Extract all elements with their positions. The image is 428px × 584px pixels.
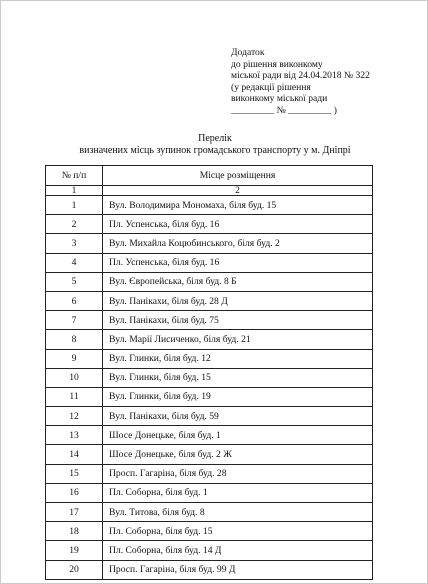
column-number: 2 [103, 186, 373, 196]
row-place: Вул. Панікахи, біля буд. 28 Д [103, 291, 373, 310]
row-number: 1 [46, 196, 103, 215]
row-number: 14 [46, 445, 103, 464]
row-number: 12 [46, 407, 103, 426]
table-row [46, 311, 373, 330]
row-place: Просп. Гагаріна, біля буд. 99 Д [103, 560, 373, 579]
table-row [46, 349, 373, 368]
row-place: Пл. Соборна, біля буд. 14 Д [103, 541, 373, 560]
appendix-block [231, 47, 411, 117]
table-row [46, 426, 373, 445]
row-place: Вул. Титова, біля буд. 8 [103, 503, 373, 522]
row-number: 10 [46, 368, 103, 387]
appendix-line: міської ради від 24.04.2018 № 322 [231, 70, 370, 82]
table-row [46, 215, 373, 234]
row-place: Вул. Глинки, біля буд. 15 [103, 368, 373, 387]
table-row [46, 445, 373, 464]
row-place: Шосе Донецьке, біля буд. 1 [103, 426, 373, 445]
row-number: 4 [46, 253, 103, 272]
appendix-line: (у редакції рішення [231, 81, 311, 93]
row-number: 5 [46, 272, 103, 291]
row-number: 11 [46, 387, 103, 406]
document-subtitle: визначених місць зупинок громадського транспорту у м. Дніпрі [79, 145, 351, 156]
row-number: 2 [46, 215, 103, 234]
table-row [46, 483, 373, 502]
row-place: Вул. Глинки, біля буд. 19 [103, 387, 373, 406]
row-place: Вул. Панікахи, біля буд. 75 [103, 311, 373, 330]
column-number: 1 [46, 186, 103, 196]
row-number: 17 [46, 503, 103, 522]
row-number: 20 [46, 560, 103, 579]
table-row [46, 368, 373, 387]
row-place: Вул. Марії Лисиченко, біля буд. 21 [103, 330, 373, 349]
table-row [46, 272, 373, 291]
appendix-line: виконкому міської ради [231, 93, 328, 105]
header-number: № п/п [46, 166, 103, 186]
row-place: Вул. Михайла Коцюбинського, біля буд. 2 [103, 234, 373, 253]
appendix-line: до рішення виконкому [231, 58, 323, 70]
row-number: 13 [46, 426, 103, 445]
row-number: 9 [46, 349, 103, 368]
row-place: Вул. Володимира Мономаха, біля буд. 15 [103, 196, 373, 215]
table-row [46, 234, 373, 253]
row-number: 3 [46, 234, 103, 253]
table-row [46, 560, 373, 579]
row-place: Пл. Успенська, біля буд. 16 [103, 253, 373, 272]
table-row [46, 387, 373, 406]
table-row [46, 253, 373, 272]
table-row [46, 330, 373, 349]
row-place: Пл. Успенська, біля буд. 16 [103, 215, 373, 234]
table-row [46, 522, 373, 541]
stops-table [45, 165, 373, 580]
table-header-row [46, 166, 373, 186]
row-place: Шосе Донецьке, біля буд. 2 Ж [103, 445, 373, 464]
table-row [46, 503, 373, 522]
column-number-row [46, 186, 373, 196]
row-number: 7 [46, 311, 103, 330]
table-row [46, 541, 373, 560]
row-number: 8 [46, 330, 103, 349]
table-row [46, 464, 373, 483]
document-title: Перелік [198, 133, 232, 144]
row-number: 6 [46, 291, 103, 310]
appendix-line: _________ № _________ ) [231, 104, 337, 116]
row-place: Просп. Гагаріна, біля буд. 28 [103, 464, 373, 483]
appendix-line: Додаток [231, 47, 265, 58]
row-number: 18 [46, 522, 103, 541]
row-place: Пл. Соборна, біля буд. 1 [103, 483, 373, 502]
row-place: Вул. Панікахи, біля буд. 59 [103, 407, 373, 426]
table-row [46, 291, 373, 310]
row-number: 16 [46, 483, 103, 502]
header-place: Місце розміщення [103, 166, 373, 186]
table-row [46, 407, 373, 426]
row-place: Вул. Глинки, біля буд. 12 [103, 349, 373, 368]
row-place: Вул. Європейська, біля буд. 8 Б [103, 272, 373, 291]
table-row [46, 196, 373, 215]
row-number: 19 [46, 541, 103, 560]
row-place: Пл. Соборна, біля буд. 15 [103, 522, 373, 541]
row-number: 15 [46, 464, 103, 483]
